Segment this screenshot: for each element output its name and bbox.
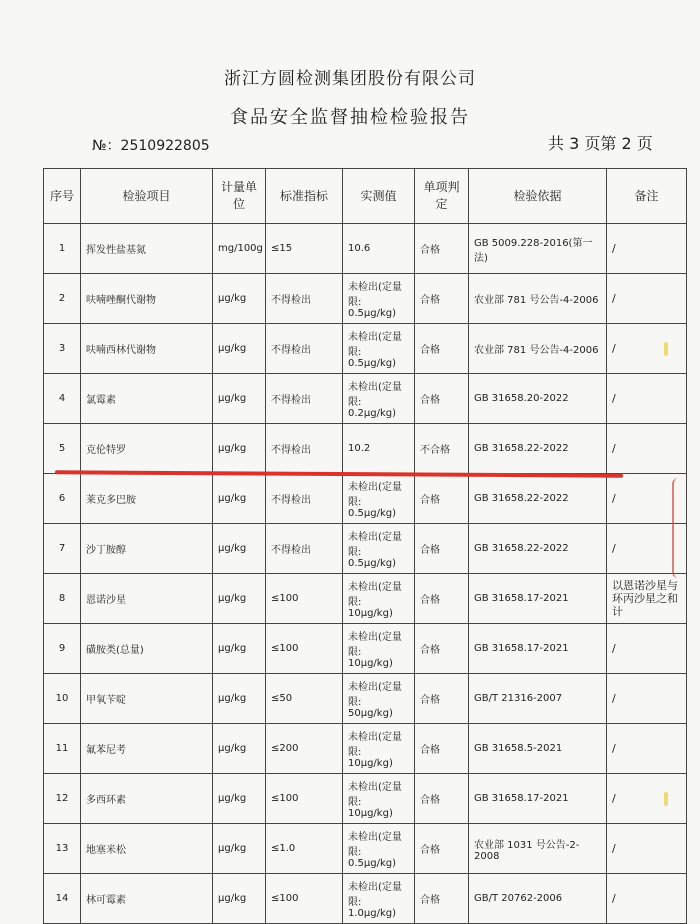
table-row (44, 274, 687, 324)
company-name: 浙江方圆检测集团股份有限公司 (224, 69, 476, 89)
cell-seq: 12 (44, 774, 81, 824)
cell-note: / (607, 474, 687, 524)
cell-measured: 未检出(定量限: 0.5μg/kg) (343, 274, 415, 324)
table-row (44, 824, 687, 874)
cell-item: 挥发性盐基氮 (81, 224, 213, 274)
cell-basis: GB 31658.22-2022 (469, 524, 607, 574)
col-header-seq: 序号 (44, 169, 81, 224)
col-header-judgement: 单项判定 (415, 169, 469, 224)
cell-basis: GB 31658.17-2021 (469, 774, 607, 824)
col-header-note: 备注 (607, 169, 687, 224)
cell-standard: 不得检出 (266, 424, 343, 474)
cell-basis: 农业部 781 号公告-4-2006 (469, 324, 607, 374)
cell-measured: 未检出(定量限: 0.5μg/kg) (343, 324, 415, 374)
cell-note: / (607, 674, 687, 724)
table-row (44, 374, 687, 424)
col-header-measured: 实测值 (343, 169, 415, 224)
cell-standard: 不得检出 (266, 374, 343, 424)
cell-measured: 未检出(定量限: 0.5μg/kg) (343, 474, 415, 524)
cell-unit: μg/kg (213, 374, 266, 424)
cell-note: 以恩诺沙星与环丙沙星之和计 (607, 574, 687, 624)
cell-unit: μg/kg (213, 274, 266, 324)
cell-standard: ≤50 (266, 674, 343, 724)
cell-judgement: 合格 (415, 324, 469, 374)
table-row (44, 474, 687, 524)
cell-note: / (607, 524, 687, 574)
cell-measured: 未检出(定量限: 10μg/kg) (343, 574, 415, 624)
cell-standard: 不得检出 (266, 274, 343, 324)
cell-judgement: 合格 (415, 574, 469, 624)
inspection-table (43, 168, 687, 924)
col-header-item: 检验项目 (81, 169, 213, 224)
cell-note: / (607, 724, 687, 774)
cell-judgement: 合格 (415, 824, 469, 874)
cell-item: 莱克多巴胺 (81, 474, 213, 524)
cell-unit: μg/kg (213, 324, 266, 374)
cell-judgement: 合格 (415, 874, 469, 924)
table-row (44, 524, 687, 574)
cell-basis: GB 31658.17-2021 (469, 574, 607, 624)
cell-seq: 14 (44, 874, 81, 924)
cell-unit: μg/kg (213, 574, 266, 624)
cell-seq: 10 (44, 674, 81, 724)
cell-seq: 1 (44, 224, 81, 274)
cell-basis: GB 31658.20-2022 (469, 374, 607, 424)
table-row (44, 574, 687, 624)
cell-measured: 未检出(定量限: 10μg/kg) (343, 624, 415, 674)
cell-measured: 10.6 (343, 224, 415, 274)
table-row (44, 424, 687, 474)
cell-standard: ≤100 (266, 774, 343, 824)
cell-note: / (607, 224, 687, 274)
table-row (44, 224, 687, 274)
cell-basis: GB/T 21316-2007 (469, 674, 607, 724)
cell-standard: ≤1.0 (266, 824, 343, 874)
cell-measured: 未检出(定量限: 10μg/kg) (343, 724, 415, 774)
page-info: 共 3 页第 2 页 (548, 134, 653, 153)
cell-unit: μg/kg (213, 724, 266, 774)
table-row (44, 874, 687, 924)
cell-note: / (607, 324, 687, 374)
cell-seq: 8 (44, 574, 81, 624)
cell-note: / (607, 774, 687, 824)
report-number: №：2510922805 (92, 138, 210, 154)
cell-unit: μg/kg (213, 624, 266, 674)
cell-judgement: 合格 (415, 374, 469, 424)
cell-standard: ≤15 (266, 224, 343, 274)
cell-unit: μg/kg (213, 824, 266, 874)
table-header-row (44, 169, 687, 224)
cell-seq: 6 (44, 474, 81, 524)
cell-unit: μg/kg (213, 674, 266, 724)
cell-unit: μg/kg (213, 474, 266, 524)
cell-seq: 3 (44, 324, 81, 374)
cell-standard: ≤200 (266, 724, 343, 774)
cell-standard: ≤100 (266, 574, 343, 624)
cell-seq: 5 (44, 424, 81, 474)
cell-seq: 2 (44, 274, 81, 324)
cell-item: 沙丁胺醇 (81, 524, 213, 574)
cell-standard: 不得检出 (266, 474, 343, 524)
cell-judgement: 合格 (415, 674, 469, 724)
cell-standard: ≤100 (266, 874, 343, 924)
col-header-basis: 检验依据 (469, 169, 607, 224)
cell-note: / (607, 424, 687, 474)
cell-item: 呋喃西林代谢物 (81, 324, 213, 374)
cell-standard: 不得检出 (266, 324, 343, 374)
cell-judgement: 合格 (415, 624, 469, 674)
cell-measured: 10.2 (343, 424, 415, 474)
table-row (44, 724, 687, 774)
cell-item: 多西环素 (81, 774, 213, 824)
cell-unit: μg/kg (213, 774, 266, 824)
cell-standard: ≤100 (266, 624, 343, 674)
cell-measured: 未检出(定量限: 10μg/kg) (343, 774, 415, 824)
cell-measured: 未检出(定量限: 50μg/kg) (343, 674, 415, 724)
table-row (44, 324, 687, 374)
report-title: 食品安全监督抽检检验报告 (230, 107, 470, 128)
cell-note: / (607, 374, 687, 424)
cell-judgement: 合格 (415, 724, 469, 774)
cell-judgement: 合格 (415, 524, 469, 574)
cell-item: 林可霉素 (81, 874, 213, 924)
cell-basis: GB 31658.22-2022 (469, 474, 607, 524)
cell-basis: 农业部 1031 号公告-2-2008 (469, 824, 607, 874)
table-row (44, 674, 687, 724)
cell-seq: 7 (44, 524, 81, 574)
cell-basis: GB 31658.5-2021 (469, 724, 607, 774)
cell-measured: 未检出(定量限: 1.0μg/kg) (343, 874, 415, 924)
cell-item: 克伦特罗 (81, 424, 213, 474)
cell-basis: GB 31658.17-2021 (469, 624, 607, 674)
cell-basis: GB 31658.22-2022 (469, 424, 607, 474)
cell-item: 恩诺沙星 (81, 574, 213, 624)
highlighter-mark (664, 792, 668, 806)
cell-seq: 4 (44, 374, 81, 424)
table-row (44, 774, 687, 824)
cell-unit: μg/kg (213, 524, 266, 574)
cell-note: / (607, 874, 687, 924)
cell-judgement: 不合格 (415, 424, 469, 474)
cell-seq: 9 (44, 624, 81, 674)
cell-note: / (607, 824, 687, 874)
cell-unit: mg/100g (213, 224, 266, 274)
cell-note: / (607, 274, 687, 324)
cell-judgement: 合格 (415, 274, 469, 324)
cell-judgement: 合格 (415, 774, 469, 824)
cell-basis: GB 5009.228-2016(第一法) (469, 224, 607, 274)
cell-item: 氯霉素 (81, 374, 213, 424)
col-header-standard: 标准指标 (266, 169, 343, 224)
cell-item: 呋喃唑酮代谢物 (81, 274, 213, 324)
cell-item: 氟苯尼考 (81, 724, 213, 774)
cell-judgement: 合格 (415, 474, 469, 524)
cell-measured: 未检出(定量限: 0.5μg/kg) (343, 824, 415, 874)
cell-unit: μg/kg (213, 424, 266, 474)
table-row (44, 624, 687, 674)
highlighter-mark (664, 342, 668, 356)
cell-judgement: 合格 (415, 224, 469, 274)
cell-seq: 13 (44, 824, 81, 874)
cell-unit: μg/kg (213, 874, 266, 924)
cell-item: 甲氧苄啶 (81, 674, 213, 724)
cell-measured: 未检出(定量限: 0.5μg/kg) (343, 524, 415, 574)
cell-standard: 不得检出 (266, 524, 343, 574)
stamp-mark (672, 478, 692, 578)
cell-basis: 农业部 781 号公告-4-2006 (469, 274, 607, 324)
cell-basis: GB/T 20762-2006 (469, 874, 607, 924)
cell-item: 磺胺类(总量) (81, 624, 213, 674)
cell-seq: 11 (44, 724, 81, 774)
col-header-unit: 计量单位 (213, 169, 266, 224)
cell-note: / (607, 624, 687, 674)
cell-measured: 未检出(定量限: 0.2μg/kg) (343, 374, 415, 424)
cell-item: 地塞米松 (81, 824, 213, 874)
